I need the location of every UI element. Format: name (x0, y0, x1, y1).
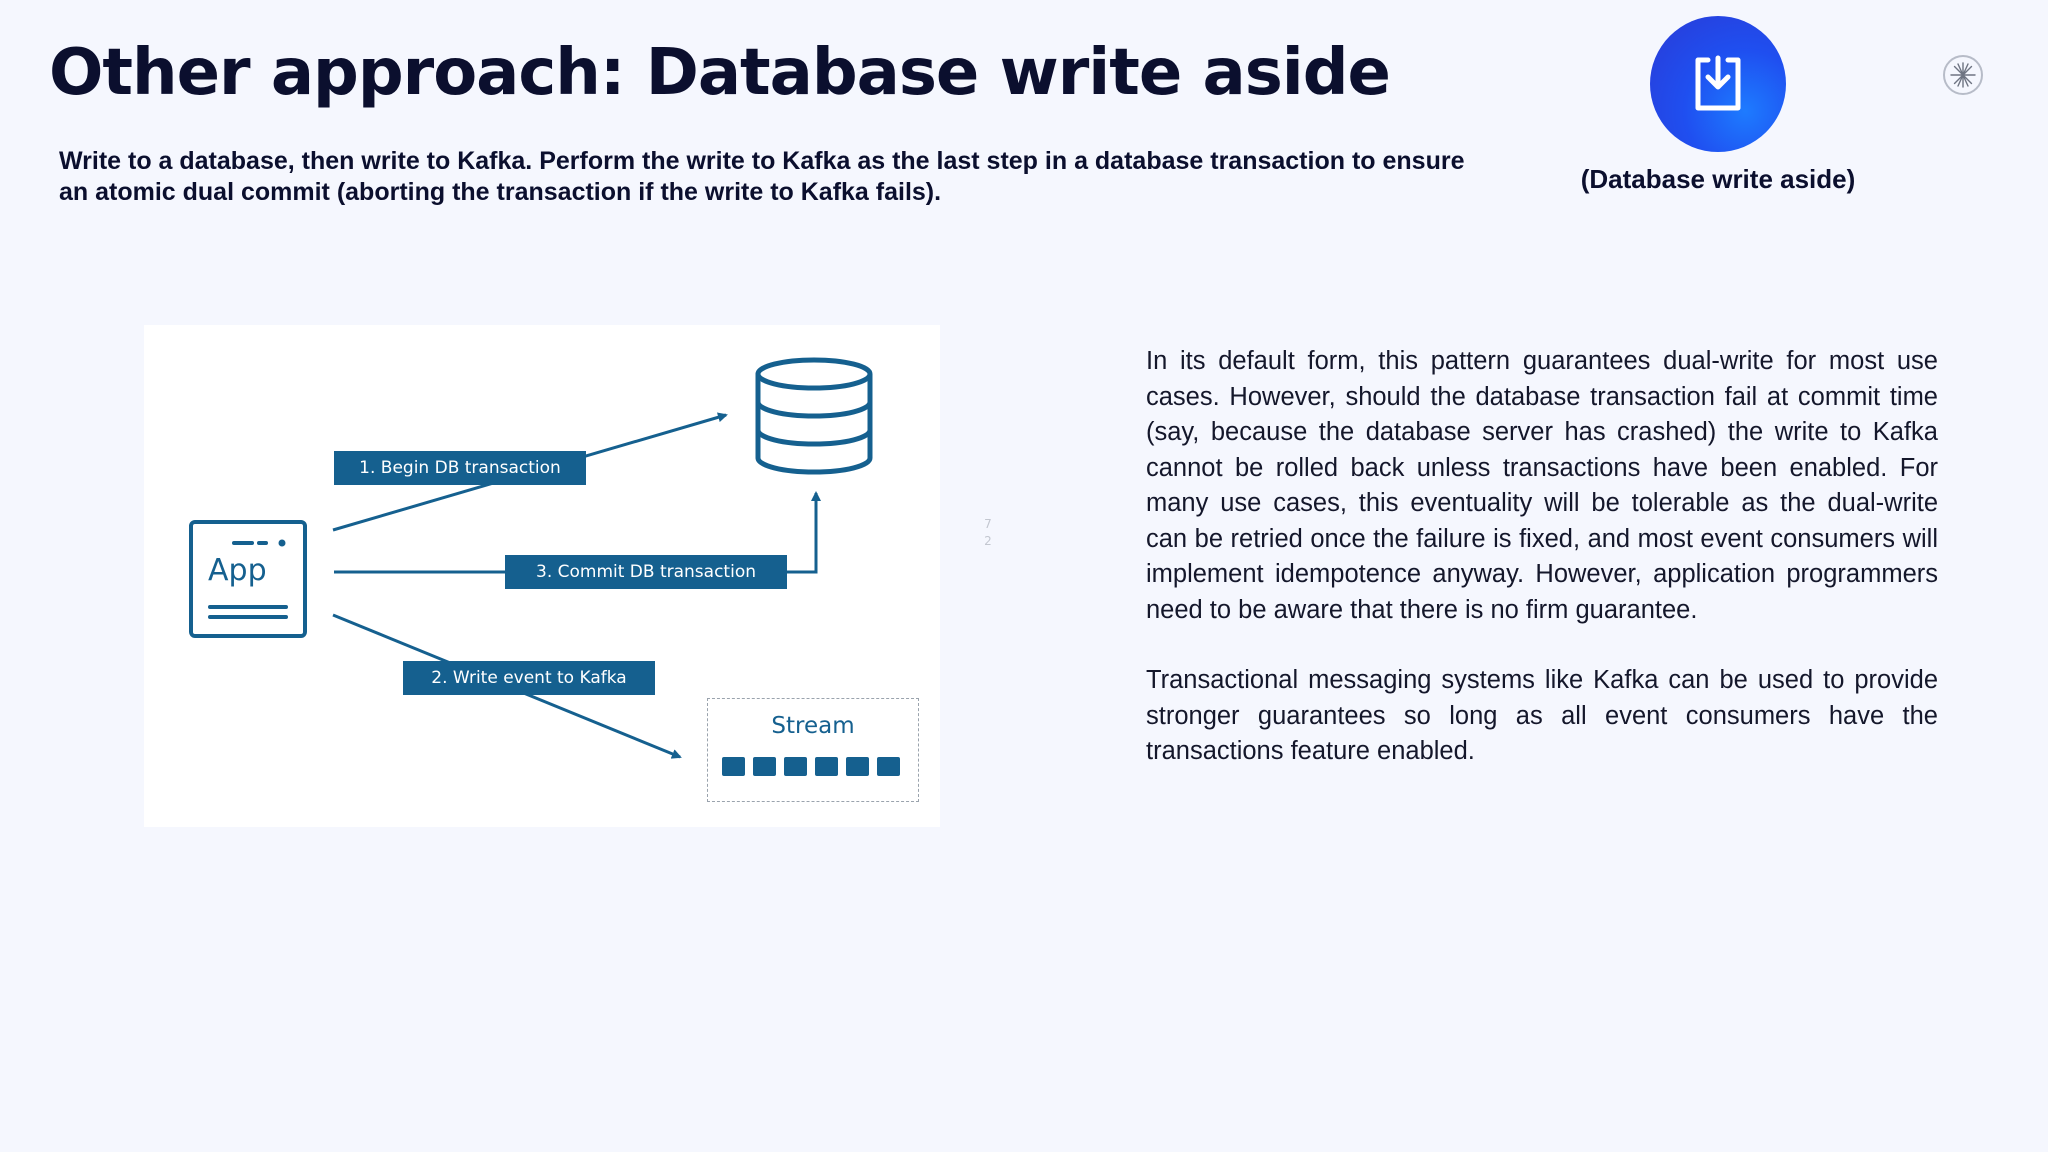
write-aside-diagram (144, 325, 940, 827)
database-write-aside-badge (1650, 16, 1786, 152)
slide-subtitle: Write to a database, then write to Kafka. Perform the write to Kafka as the last step in a database transaction to ensure an atomic dual commit (aborting the transaction if the write to Kafka fails). (59, 147, 1465, 206)
step-begin-db-transaction: 1. Begin DB transaction (334, 451, 586, 485)
database-icon (758, 360, 870, 472)
body-paragraph-1: In its default form, this pattern guarantees dual-write for most use cases. However, should the database transaction fail at commit time (say, because the database server has crashed) the write to Kafka cannot be rolled back unless transactions have been enabled. For many use cases, this eventuality will be tolerable as the dual-write can be retried once the failure is fixed, and most event consumers will implement idempotence anyway. However, application programmers need to be aware that there is no firm guarantee. (1146, 347, 1938, 624)
body-paragraph-2: Transactional messaging systems like Kafka can be used to provide stronger guarantees so long as all event consumers have the transactions feature enabled. (1146, 666, 1938, 765)
stream-box (707, 698, 919, 802)
badge-caption: (Database write aside) (1580, 164, 1856, 194)
page-marker (982, 516, 994, 550)
step-write-event-to-kafka: 2. Write event to Kafka (403, 661, 655, 695)
slide-title: Other approach: Database write aside (49, 36, 1390, 110)
page-marker-line2: 2 (984, 534, 992, 548)
page-marker-line1: 7 (984, 517, 992, 531)
app-label: App (208, 553, 267, 588)
body-text (1146, 344, 1938, 805)
step-commit-db-transaction: 3. Commit DB transaction (505, 555, 787, 589)
stream-label: Stream (771, 713, 855, 739)
download-icon (1686, 52, 1750, 116)
starburst-logo-icon (1942, 54, 1984, 96)
